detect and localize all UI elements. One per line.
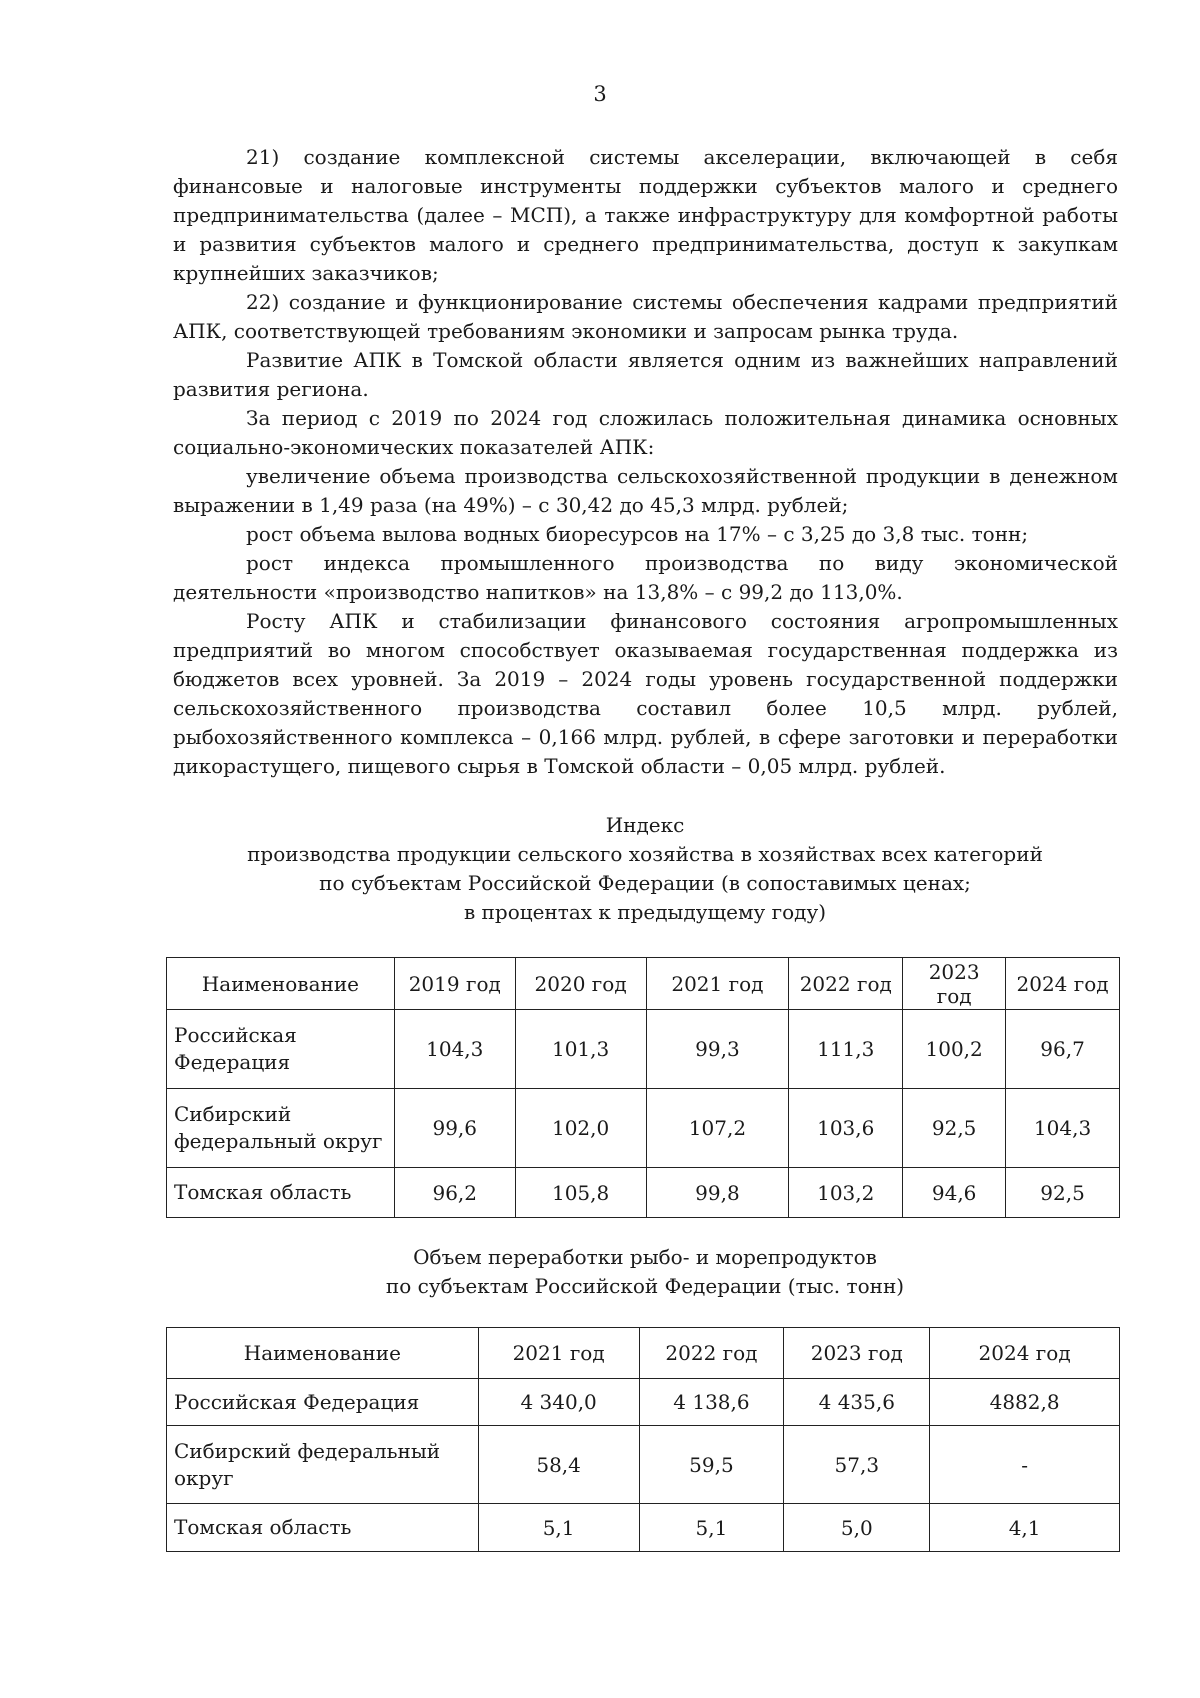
value-cell: 99,3 — [646, 1010, 789, 1089]
paragraph-production-growth: увеличение объема производства сельскохозяйственной продукции в денежном выражении в 1,49 раза (на 49%) – с 30,42 до 45,3 млрд. рублей; — [173, 464, 1118, 517]
value-cell: 4 340,0 — [478, 1379, 639, 1426]
paragraph-item-22: 22) создание и функционирование системы обеспечения кадрами предприятий АПК, соответствующей требованиям экономики и запросам рынка труда. — [173, 290, 1118, 343]
paragraph-beverage-index: рост индекса промышленного производства по виду экономической деятельности «производство напитков» на 13,8% – с 99,2 до 113,0%. — [173, 551, 1118, 604]
value-cell: 111,3 — [789, 1010, 903, 1089]
caption-line: по субъектам Российской Федерации (тыс. тонн) — [385, 1274, 905, 1298]
caption-line: Объем переработки рыбо- и морепродуктов — [413, 1245, 877, 1269]
paragraph-dynamics-intro: За период с 2019 по 2024 год сложилась положительная динамика основных социально-экономических показателей АПК: — [173, 406, 1118, 459]
page-number: 3 — [593, 82, 607, 106]
column-header: 2022 год — [789, 958, 903, 1010]
value-cell: 107,2 — [646, 1089, 789, 1168]
value-cell: 104,3 — [1006, 1089, 1120, 1168]
row-name-cell — [167, 1168, 395, 1218]
value-cell: 5,0 — [784, 1504, 930, 1552]
table-row — [167, 1089, 1120, 1168]
row-name-line: Российская — [174, 1023, 297, 1047]
value-cell: 4,1 — [930, 1504, 1120, 1552]
table-row — [167, 1379, 1120, 1426]
column-header: 2019 год — [394, 958, 515, 1010]
table-row — [167, 1010, 1120, 1089]
row-name-line: Федерация — [174, 1050, 291, 1074]
paragraph-catch-growth: рост объема вылова водных биоресурсов на 17% – с 3,25 до 3,8 тыс. тонн; — [246, 522, 1029, 546]
row-name-cell — [167, 1010, 395, 1089]
row-name-cell — [167, 1504, 479, 1552]
row-name-line: округ — [174, 1465, 234, 1490]
row-name-line: Томская область — [174, 1180, 352, 1204]
caption-line: по субъектам Российской Федерации (в сопоставимых ценах; — [319, 871, 971, 895]
fish-processing-volume-table — [166, 1327, 1120, 1552]
body-text — [173, 143, 1118, 781]
row-name-line: Томская область — [174, 1515, 352, 1539]
paragraph-state-support: Росту АПК и стабилизации финансового состояния агропромышленных предприятий во многом способствует оказываемая государственная поддержка из бюджетов всех уровней. За 2019 – 2024 годы уровень государственной поддержки сельскохозяйственного производства составил более 10,5 млрд. рублей, рыбохозяйственного комплекса – 0,166 млрд. рублей, в сфере заготовки и переработки дикорастущего, пищевого сырья в Томской области – 0,05 млрд. рублей. — [173, 609, 1118, 778]
value-cell: 100,2 — [903, 1010, 1006, 1089]
value-cell: 59,5 — [639, 1426, 784, 1504]
value-cell: 103,6 — [789, 1089, 903, 1168]
row-name-cell — [167, 1426, 479, 1504]
table-header-row — [167, 958, 1120, 1010]
paragraph-item-21: 21) создание комплексной системы акселерации, включающей в себя финансовые и налоговые инструменты поддержки субъектов малого и среднего предпринимательства (далее – МСП), а также инфраструктуру для комфортной работы и развития субъектов малого и среднего предпринимательства, доступ к закупкам крупнейших заказчиков; — [173, 145, 1118, 285]
caption-line: Индекс — [605, 813, 685, 837]
caption-line: в процентах к предыдущему году) — [463, 900, 827, 924]
value-cell: 99,6 — [394, 1089, 515, 1168]
column-header: 2021 год — [646, 958, 789, 1010]
column-header: Наименование — [167, 958, 395, 1010]
value-cell: 4 138,6 — [639, 1379, 784, 1426]
table-header-row — [167, 1328, 1120, 1379]
value-cell: - — [930, 1426, 1120, 1504]
value-cell: 92,5 — [903, 1089, 1006, 1168]
value-cell: 105,8 — [515, 1168, 646, 1218]
value-cell: 101,3 — [515, 1010, 646, 1089]
table-row — [167, 1504, 1120, 1552]
value-cell: 96,2 — [394, 1168, 515, 1218]
row-name-line: Сибирский федеральный — [174, 1438, 441, 1463]
column-header: 2021 год — [478, 1328, 639, 1379]
column-header: Наименование — [167, 1328, 479, 1379]
table1-caption — [170, 811, 1120, 927]
column-header: 2022 год — [639, 1328, 784, 1379]
table2-caption — [170, 1243, 1120, 1301]
value-cell: 4882,8 — [930, 1379, 1120, 1426]
value-cell: 96,7 — [1006, 1010, 1120, 1089]
value-cell: 5,1 — [639, 1504, 784, 1552]
row-name-cell — [167, 1379, 479, 1426]
row-name-line: Сибирский — [174, 1102, 292, 1126]
column-header: 2023 год — [903, 958, 1006, 1010]
column-header: 2024 год — [1006, 958, 1120, 1010]
value-cell: 5,1 — [478, 1504, 639, 1552]
value-cell: 58,4 — [478, 1426, 639, 1504]
value-cell: 103,2 — [789, 1168, 903, 1218]
value-cell: 92,5 — [1006, 1168, 1120, 1218]
value-cell: 4 435,6 — [784, 1379, 930, 1426]
column-header: 2020 год — [515, 958, 646, 1010]
row-name-cell — [167, 1089, 395, 1168]
column-header: 2024 год — [930, 1328, 1120, 1379]
agri-production-index-table — [166, 957, 1120, 1218]
row-name-line: Российская Федерация — [174, 1389, 420, 1414]
value-cell: 99,8 — [646, 1168, 789, 1218]
row-name-line: федеральный округ — [174, 1129, 383, 1153]
value-cell: 104,3 — [394, 1010, 515, 1089]
table-row — [167, 1168, 1120, 1218]
paragraph-apk-development: Развитие АПК в Томской области является одним из важнейших направлений развития региона. — [173, 348, 1118, 401]
value-cell: 94,6 — [903, 1168, 1006, 1218]
table-row — [167, 1426, 1120, 1504]
value-cell: 102,0 — [515, 1089, 646, 1168]
column-header: 2023 год — [784, 1328, 930, 1379]
value-cell: 57,3 — [784, 1426, 930, 1504]
caption-line: производства продукции сельского хозяйства в хозяйствах всех категорий — [247, 842, 1043, 866]
